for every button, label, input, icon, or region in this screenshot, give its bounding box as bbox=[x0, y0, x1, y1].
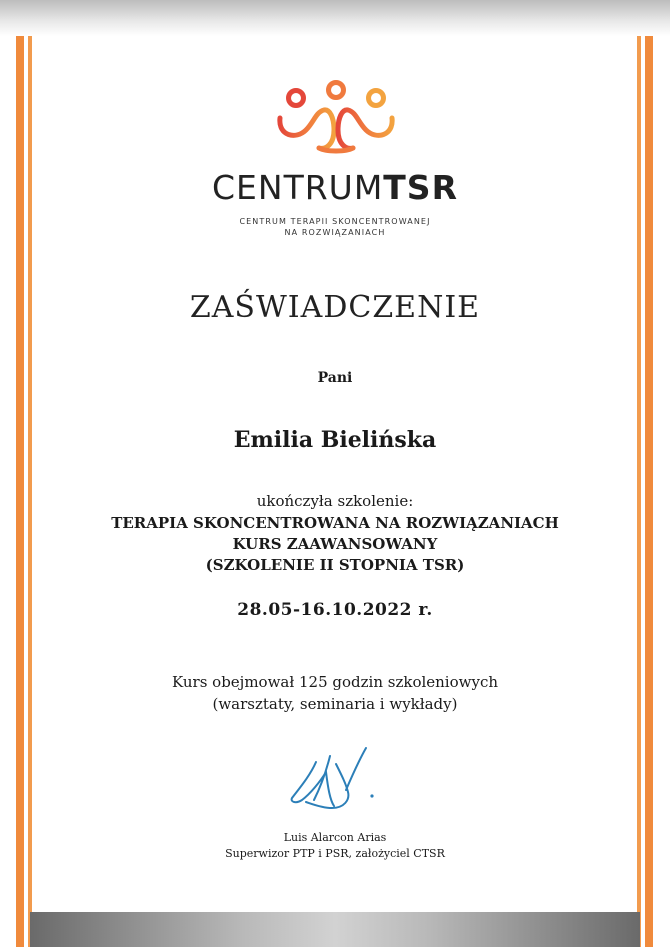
salutation: Pani bbox=[317, 370, 353, 386]
people-logo-icon bbox=[274, 78, 398, 156]
course-name: TERAPIA SKONCENTROWANA NA ROZWIĄZANIACH bbox=[111, 514, 559, 532]
certificate-title: ZAŚWIADCZENIE bbox=[189, 290, 481, 325]
recipient-name: Emilia Bielińska bbox=[233, 427, 437, 453]
signer-role: Superwizor PTP i PSR, założyciel CTSR bbox=[225, 847, 445, 860]
bottom-bar bbox=[30, 912, 640, 947]
signature bbox=[286, 742, 386, 818]
course-level: KURS ZAAWANSOWANY bbox=[232, 535, 438, 553]
course-activities: (warsztaty, seminaria i wykłady) bbox=[212, 695, 458, 713]
course-hours: Kurs obejmował 125 godzin szkoleniowych bbox=[171, 673, 499, 691]
signer-name: Luis Alarcon Arias bbox=[283, 831, 387, 844]
course-dates: 28.05-16.10.2022 r. bbox=[237, 600, 433, 620]
course-degree: (SZKOLENIE II STOPNIA TSR) bbox=[205, 556, 465, 574]
completed-label: ukończyła szkolenie: bbox=[256, 492, 414, 510]
brand-subtitle-line2: NA ROZWIĄZANIACH bbox=[284, 228, 386, 237]
top-shadow bbox=[0, 0, 670, 36]
brand-subtitle-line1: CENTRUM TERAPII SKONCENTROWANEJ bbox=[239, 217, 431, 226]
brand-name: CENTRUMTSR bbox=[212, 168, 458, 207]
